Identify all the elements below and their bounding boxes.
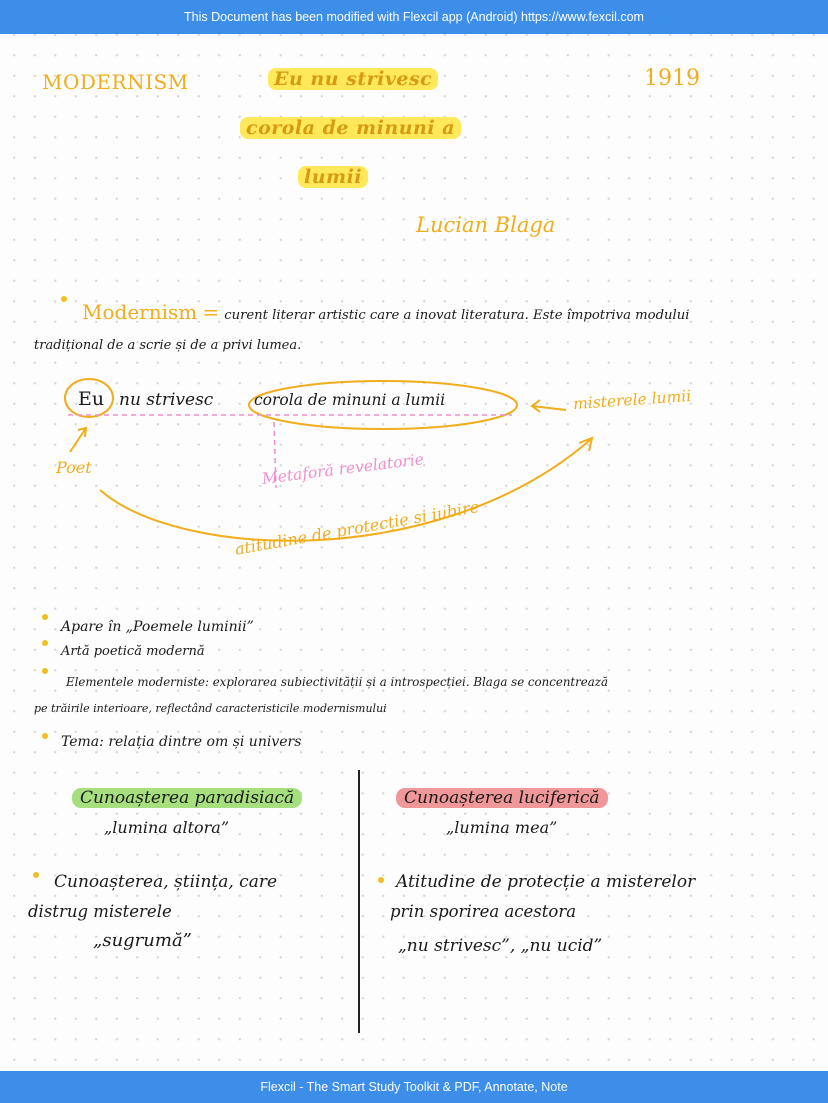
diagram-eu: Eu: [78, 388, 105, 410]
bottom-banner[interactable]: [0, 1071, 828, 1103]
definition-term: Modernism: [82, 300, 198, 324]
right-bullet-line-2: prin sporirea acestora: [390, 902, 577, 921]
bullet-3-line-2: pe trăirile interioare, reflectând caracteristicile modernismului: [34, 702, 387, 715]
right-bullet-line-3: „nu strivesc”, „nu ucid”: [398, 936, 603, 956]
left-heading: Cunoașterea paradisiacă: [72, 788, 302, 808]
right-subheading: „lumina mea”: [446, 818, 558, 837]
definition-equals: =: [202, 300, 220, 324]
diagram-corola: corola de minuni a lumii: [254, 391, 446, 409]
bullet-1: Apare în „Poemele luminii”: [61, 619, 254, 635]
bullet-dot: [33, 872, 39, 878]
column-divider: [358, 770, 360, 1033]
definition-line-2: tradițional de a scrie și de a privi lumea.: [34, 338, 302, 353]
left-bullet-line-3: „sugrumă”: [93, 930, 192, 951]
diagram-nu-strivesc: nu strivesc: [119, 390, 214, 410]
bullet-4: Tema: relația dintre om și univers: [61, 734, 302, 750]
title-line-1: Eu nu strivesc: [268, 68, 438, 90]
movement-label: MODERNISM: [42, 70, 189, 94]
title-line-2: corola de minuni a: [240, 117, 461, 139]
left-bullet-line-1: Cunoașterea, știința, care: [54, 872, 278, 892]
right-heading: Cunoașterea luciferică: [396, 788, 608, 808]
diagram-atitudine: atitudine de protecție și iubire: [233, 497, 481, 559]
bullet-dot: [378, 877, 384, 883]
right-bullet-line-1: Atitudine de protecție a misterelor: [396, 872, 696, 892]
diagram-misterele: misterele lumii: [572, 386, 692, 414]
bullet-dot: [42, 614, 48, 620]
year: 1919: [644, 66, 700, 91]
bullet-dot: [42, 668, 48, 674]
top-banner-text: This Document has been modified with Flexcil app (Android) https://www.fexcil.com: [184, 10, 644, 24]
bottom-banner-text: Flexcil - The Smart Study Toolkit & PDF, Annotate, Note: [260, 1080, 568, 1094]
diagram-poet: Poet: [56, 458, 92, 477]
bullet-3-line-1: Elementele moderniste: explorarea subiectivității și a introspecției. Blaga se concentrează: [66, 675, 609, 689]
poet-arrow: [70, 428, 86, 452]
bullet-dot: [42, 640, 48, 646]
title-line-3: lumii: [298, 166, 368, 188]
bullet-dot: [42, 733, 48, 739]
definition-text-1: curent literar artistic care a inovat literatura. Este împotriva modului: [224, 308, 690, 323]
left-bullet-line-2: distrug misterele: [28, 902, 172, 921]
diagram-metafora: Metaforă revelatorie: [260, 450, 425, 488]
bullet-2: Artă poetică modernă: [61, 644, 205, 659]
left-subheading: „lumina altora”: [104, 818, 230, 837]
author: Lucian Blaga: [416, 213, 556, 237]
